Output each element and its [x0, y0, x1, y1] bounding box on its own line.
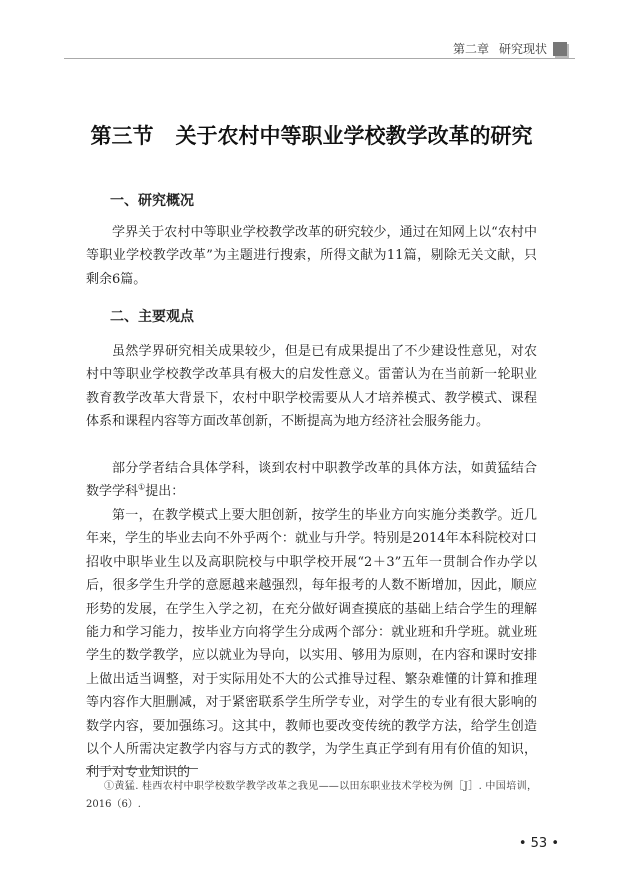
paragraph-subject-methods — [86, 457, 537, 504]
paragraph-subject-methods-text: 部分学者结合具体学科，谈到农村中职教学改革的具体方法，如黄猛结合数学学科 — [86, 461, 537, 500]
paragraph-first-point: 第一，在教学模式上要大胆创新，按学生的毕业方向实施分类教学。近几年来，学生的毕业去向不外乎两个：就业与升学。特别是2014年本科院校对口招收中职毕业生以及高职院校与中职学校开展“2＋3”五年一贯制合作办学以后，很多学生升学的意愿越来越强烈，每年报考的人数不断增加，因此，顺应形势的发展，在学生入学之初，在充分做好调查摸底的基础上结合学生的理解能力和学习能力，按毕业方向将学生分成两个部分：就业班和升学班。就业班学生的数学教学，应以就业为导向，以实用、够用为原则，在内容和课时安排上做出适当调整，对于实际用处不大的公式推导过程、繁杂难懂的计算和推理等内容作大胆删减，对于紧密联系学生所学专业，对学生的专业有很大影响的数学内容，要加强练习。这其中，教师也要改变传统的教学方法，给学生创造以个人所需决定教学内容与方式的教学，为学生真正学到有用有价值的知识，利于对专业知识的 — [86, 508, 537, 781]
running-head — [453, 40, 567, 57]
paragraph-subject-methods-end: 提出： — [145, 484, 185, 500]
paragraph-overview: 学界关于农村中等职业学校教学改革的研究较少，通过在知网上以“农村中等职业学校教学改革”为主题进行搜索，所得文献为11篇，剔除无关文献，只剩余6篇。 — [86, 225, 537, 287]
footnote: ①黄猛. 桂西农村中职学校数学教学改革之我见——以田东职业技术学校为例［J］. 中国培训，2016（6）. — [86, 781, 537, 810]
paragraph-views-intro: 虽然学界研究相关成果较少，但是已有成果提出了不少建设性意见，对农村中等职业学校教学改革具有极大的启发性意义。雷蕾认为在当前新一轮职业教育教学改革大背景下，农村中职学校需要从人才培养模式、教学模式、课程体系和课程内容等方面改革创新，不断提高为地方经济社会服务能力。 — [86, 344, 537, 430]
header-rule — [64, 58, 575, 59]
heading-main-views: 二、主要观点 — [110, 309, 194, 325]
corner-square-icon — [553, 42, 567, 56]
running-head-chapter-title: 研究现状 — [498, 42, 547, 56]
running-head-chapter: 第二章 — [452, 42, 489, 56]
section-number: 第三节 — [90, 124, 154, 148]
footnote-marker[interactable]: ① — [138, 483, 146, 493]
page-number: • 53 • — [518, 836, 559, 851]
heading-research-overview: 一、研究概况 — [110, 193, 194, 209]
footnote-rule — [86, 768, 198, 769]
section-title — [0, 120, 623, 150]
section-title-text: 关于农村中等职业学校教学改革的研究 — [175, 124, 533, 148]
